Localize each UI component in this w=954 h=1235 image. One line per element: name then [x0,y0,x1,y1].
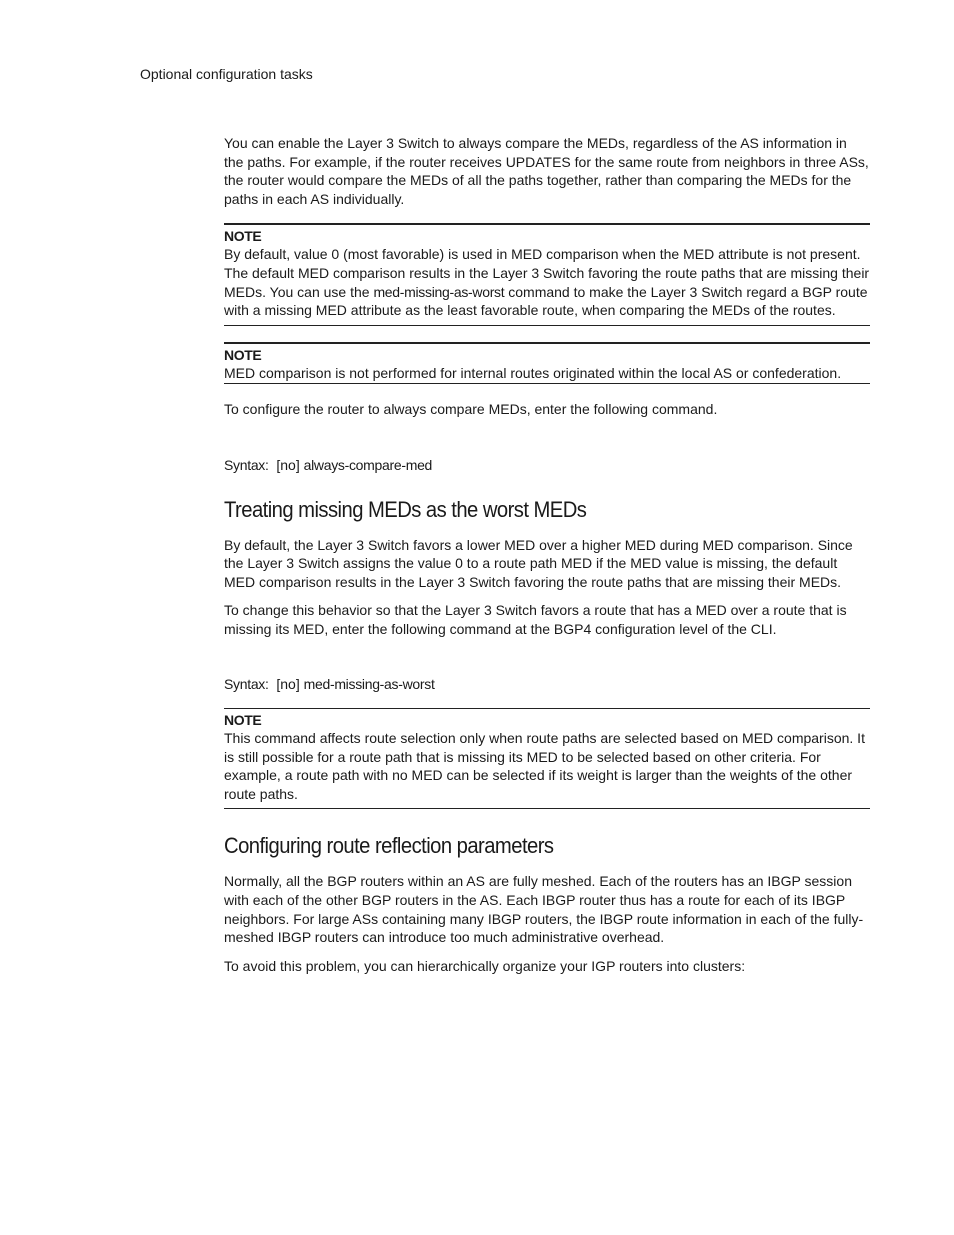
note-text-before: By default, value 0 (most favorable) is used in MED comparison when the MED attribute is not present. The default MED comparison results in the Layer 3 Switch favoring the route paths that are missing their MEDs. You can use the [224,246,870,300]
syntax-command: always-compare-med [303,456,433,473]
route-reflection-paragraph-1: Normally, all the BGP routers within an AS are fully meshed. Each of the routers has an IBGP session with each of the other BGP routers in the AS. Each IBGP router thus has a route for each of its IBGP neighbors. For large ASs containing many IBGP routers, the IBGP route information in each of the fully-meshed IBGP routers can introduce too much administrative overhead. [224,873,864,946]
missing-meds-paragraph-1: By default, the Layer 3 Switch favors a lower MED over a higher MED during MED comparison. Since the Layer 3 Switch assigns the value 0 to a route path MED if the MED value is missing, the default MED comparison results in the Layer 3 Switch favoring the route paths that are missing their MEDs. [224,536,853,590]
syntax-command: med-missing-as-worst [303,675,435,692]
syntax-option: [no] [276,456,300,473]
note-internal-routes [224,342,870,385]
heading-missing-meds: Treating missing MEDs as the worst MEDs [224,496,587,522]
page-content [224,134,870,985]
note-body: This command affects route selection only when route paths are selected based on MED comparison. It is still possible for a route path that is missing its MED to be selected based on other criteria. For example, a route path with no MED can be selected if its weight is larger than the weights of the other route paths. [224,730,865,802]
syntax-option: [no] [276,675,300,692]
note-body: MED comparison is not performed for internal routes originated within the local AS or confederation. [224,364,842,381]
running-header: Optional configuration tasks [140,66,313,82]
intro-paragraph: You can enable the Layer 3 Switch to always compare the MEDs, regardless of the AS information in the paths. For example, if the router receives UPDATES for the same route from neighbors in three ASs, the router would compare the MEDs of all the paths together, rather than comparing the MEDs for the paths in each AS individually. [224,135,869,207]
route-reflection-paragraph-2: To avoid this problem, you can hierarchically organize your IGP routers into clusters: [224,957,746,974]
note-label: NOTE [224,346,262,363]
note-med-default [224,223,870,325]
syntax-always-compare-med [224,456,870,475]
missing-meds-paragraph-2: To change this behavior so that the Layer 3 Switch favors a route that has a MED over a route that is missing its MED, enter the following command at the BGP4 configuration level of the CLI. [224,602,847,637]
syntax-med-missing-as-worst [224,675,870,694]
note-route-selection [224,708,870,809]
heading-route-reflection: Configuring route reflection parameters [224,833,554,859]
note-text-after: command to make the Layer 3 Switch regard a BGP route with a missing MED attribute as the least favorable route, when comparing the MEDs of the routes. [224,283,868,319]
syntax-label: Syntax: [224,675,269,692]
syntax-label: Syntax: [224,456,269,473]
note-body [224,245,870,319]
note-command: med-missing-as-worst [373,283,505,300]
note-label: NOTE [224,712,262,729]
note-label: NOTE [224,228,262,245]
configure-paragraph: To configure the router to always compare MEDs, enter the following command. [224,401,718,418]
